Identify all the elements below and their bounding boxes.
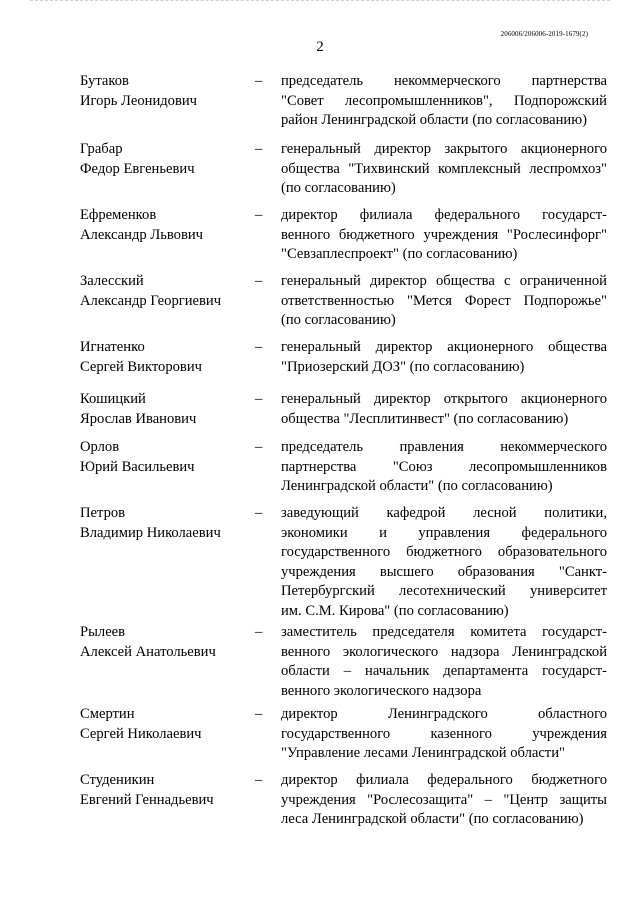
member-name: [80, 272, 255, 331]
member-surname: Орлов: [80, 439, 120, 455]
member-name: [80, 140, 255, 199]
member-surname: Кошицкий: [80, 391, 146, 407]
member-given-names: Юрий Васильевич: [80, 458, 195, 475]
position-line: "Приозерский ДОЗ" (по согласованию): [281, 358, 525, 375]
position-line: экономики и управления федерального: [281, 524, 607, 541]
member-entry: [80, 206, 607, 265]
member-name: [80, 504, 255, 621]
member-given-names: Алексей Анатольевич: [80, 643, 216, 660]
member-surname: Петров: [80, 505, 126, 521]
position-line: области – начальник департамента государст-: [281, 663, 607, 679]
member-surname: Грабар: [80, 141, 123, 157]
separator-dash: –: [255, 207, 263, 223]
member-entry: [80, 438, 607, 497]
position-line: общества "Лесплитинвест" (по согласованию): [281, 410, 569, 427]
member-entry: [80, 504, 607, 621]
position-line: генеральный директор акционерного общества: [281, 339, 607, 355]
position-line: государственного бюджетного образовательного: [281, 544, 607, 560]
member-name: [80, 771, 255, 830]
position-line: "Управление лесами Ленинградской области": [281, 745, 565, 761]
page-number: 2: [316, 39, 324, 55]
position-line: учреждения высшего образования "Санкт-: [281, 563, 607, 580]
member-position: [281, 72, 607, 131]
member-position: [281, 705, 607, 764]
position-line: партнерства "Союз лесопромышленников: [281, 458, 607, 475]
separator-dash: –: [255, 73, 263, 89]
member-position: [281, 390, 607, 429]
position-line: венного экологического надзора Ленинградской: [281, 643, 607, 660]
member-surname: Бутаков: [80, 73, 129, 89]
member-position: [281, 338, 607, 377]
separator-dash: –: [255, 391, 263, 407]
position-line: заведующий кафедрой лесной политики,: [281, 505, 607, 521]
separator-dash: –: [255, 439, 263, 455]
separator-dash: –: [255, 706, 263, 722]
member-position: [281, 623, 607, 701]
member-name: [80, 72, 255, 131]
member-entry: [80, 705, 607, 764]
position-line: генеральный директор общества с ограниченной: [281, 273, 607, 289]
position-line: общества "Тихвинский комплексный леспромхоз": [281, 160, 607, 177]
position-line: (по согласованию): [281, 312, 396, 328]
member-entry: [80, 623, 607, 701]
position-line: председатель некоммерческого партнерства: [281, 73, 607, 89]
member-entry: [80, 72, 607, 131]
position-line: (по согласованию): [281, 180, 396, 196]
position-line: "Совет лесопромышленников", Подпорожский: [281, 92, 607, 109]
member-given-names: Федор Евгеньевич: [80, 160, 195, 177]
member-surname: Рылеев: [80, 624, 126, 640]
member-entry: [80, 272, 607, 331]
position-line: председатель правления некоммерческого: [281, 439, 607, 455]
member-surname: Игнатенко: [80, 339, 145, 355]
position-line: Петербургский лесотехнический университет: [281, 583, 607, 599]
member-entry: [80, 771, 607, 830]
position-line: им. С.М. Кирова" (по согласованию): [281, 602, 509, 619]
member-given-names: Евгений Геннадьевич: [80, 791, 214, 808]
position-line: генеральный директор открытого акционерного: [281, 391, 607, 407]
position-line: учреждения "Рослесозащита" – "Центр защиты: [281, 791, 607, 808]
member-position: [281, 140, 607, 199]
member-given-names: Ярослав Иванович: [80, 410, 197, 427]
member-name: [80, 390, 255, 429]
position-line: ответственностью "Мется Форест Подпорожье": [281, 292, 607, 309]
member-name: [80, 438, 255, 497]
member-given-names: Сергей Николаевич: [80, 725, 202, 742]
member-given-names: Сергей Викторович: [80, 358, 202, 375]
member-position: [281, 272, 607, 331]
member-position: [281, 438, 607, 497]
member-surname: Смертин: [80, 706, 135, 722]
member-name: [80, 338, 255, 377]
position-line: директор Ленинградского областного: [281, 706, 607, 722]
document-id: 206006/206006-2019-1679(2): [500, 30, 588, 38]
member-position: [281, 206, 607, 265]
scan-edge-line: [30, 0, 610, 2]
separator-dash: –: [255, 141, 263, 157]
position-line: директор филиала федерального бюджетного: [281, 772, 607, 788]
separator-dash: –: [255, 624, 263, 640]
member-name: [80, 623, 255, 701]
member-entry: [80, 338, 607, 377]
member-surname: Ефременков: [80, 207, 157, 223]
member-given-names: Александр Георгиевич: [80, 292, 222, 309]
position-line: директор филиала федерального государст-: [281, 207, 607, 223]
member-position: [281, 771, 607, 830]
separator-dash: –: [255, 339, 263, 355]
member-surname: Студеникин: [80, 772, 155, 788]
position-line: венного бюджетного учреждения "Рослесинфорг": [281, 226, 607, 243]
member-surname: Залесский: [80, 273, 144, 289]
member-entry: [80, 390, 607, 429]
member-name: [80, 206, 255, 265]
member-given-names: Игорь Леонидович: [80, 92, 198, 109]
position-line: заместитель председателя комитета государст-: [281, 624, 607, 640]
position-line: Ленинградской области" (по согласованию): [281, 478, 553, 494]
position-line: государственного казенного учреждения: [281, 725, 607, 742]
member-given-names: Владимир Николаевич: [80, 524, 221, 541]
separator-dash: –: [255, 772, 263, 788]
member-name: [80, 705, 255, 764]
position-line: венного экологического надзора: [281, 682, 482, 699]
member-entry: [80, 140, 607, 199]
position-line: район Ленинградской области (по согласованию): [281, 112, 587, 128]
member-position: [281, 504, 607, 621]
position-line: леса Ленинградской области" (по согласованию): [281, 811, 584, 827]
position-line: генеральный директор закрытого акционерного: [281, 141, 607, 157]
separator-dash: –: [255, 273, 263, 289]
separator-dash: –: [255, 505, 263, 521]
member-given-names: Александр Львович: [80, 226, 204, 243]
position-line: "Севзаплеспроект" (по согласованию): [281, 246, 518, 262]
